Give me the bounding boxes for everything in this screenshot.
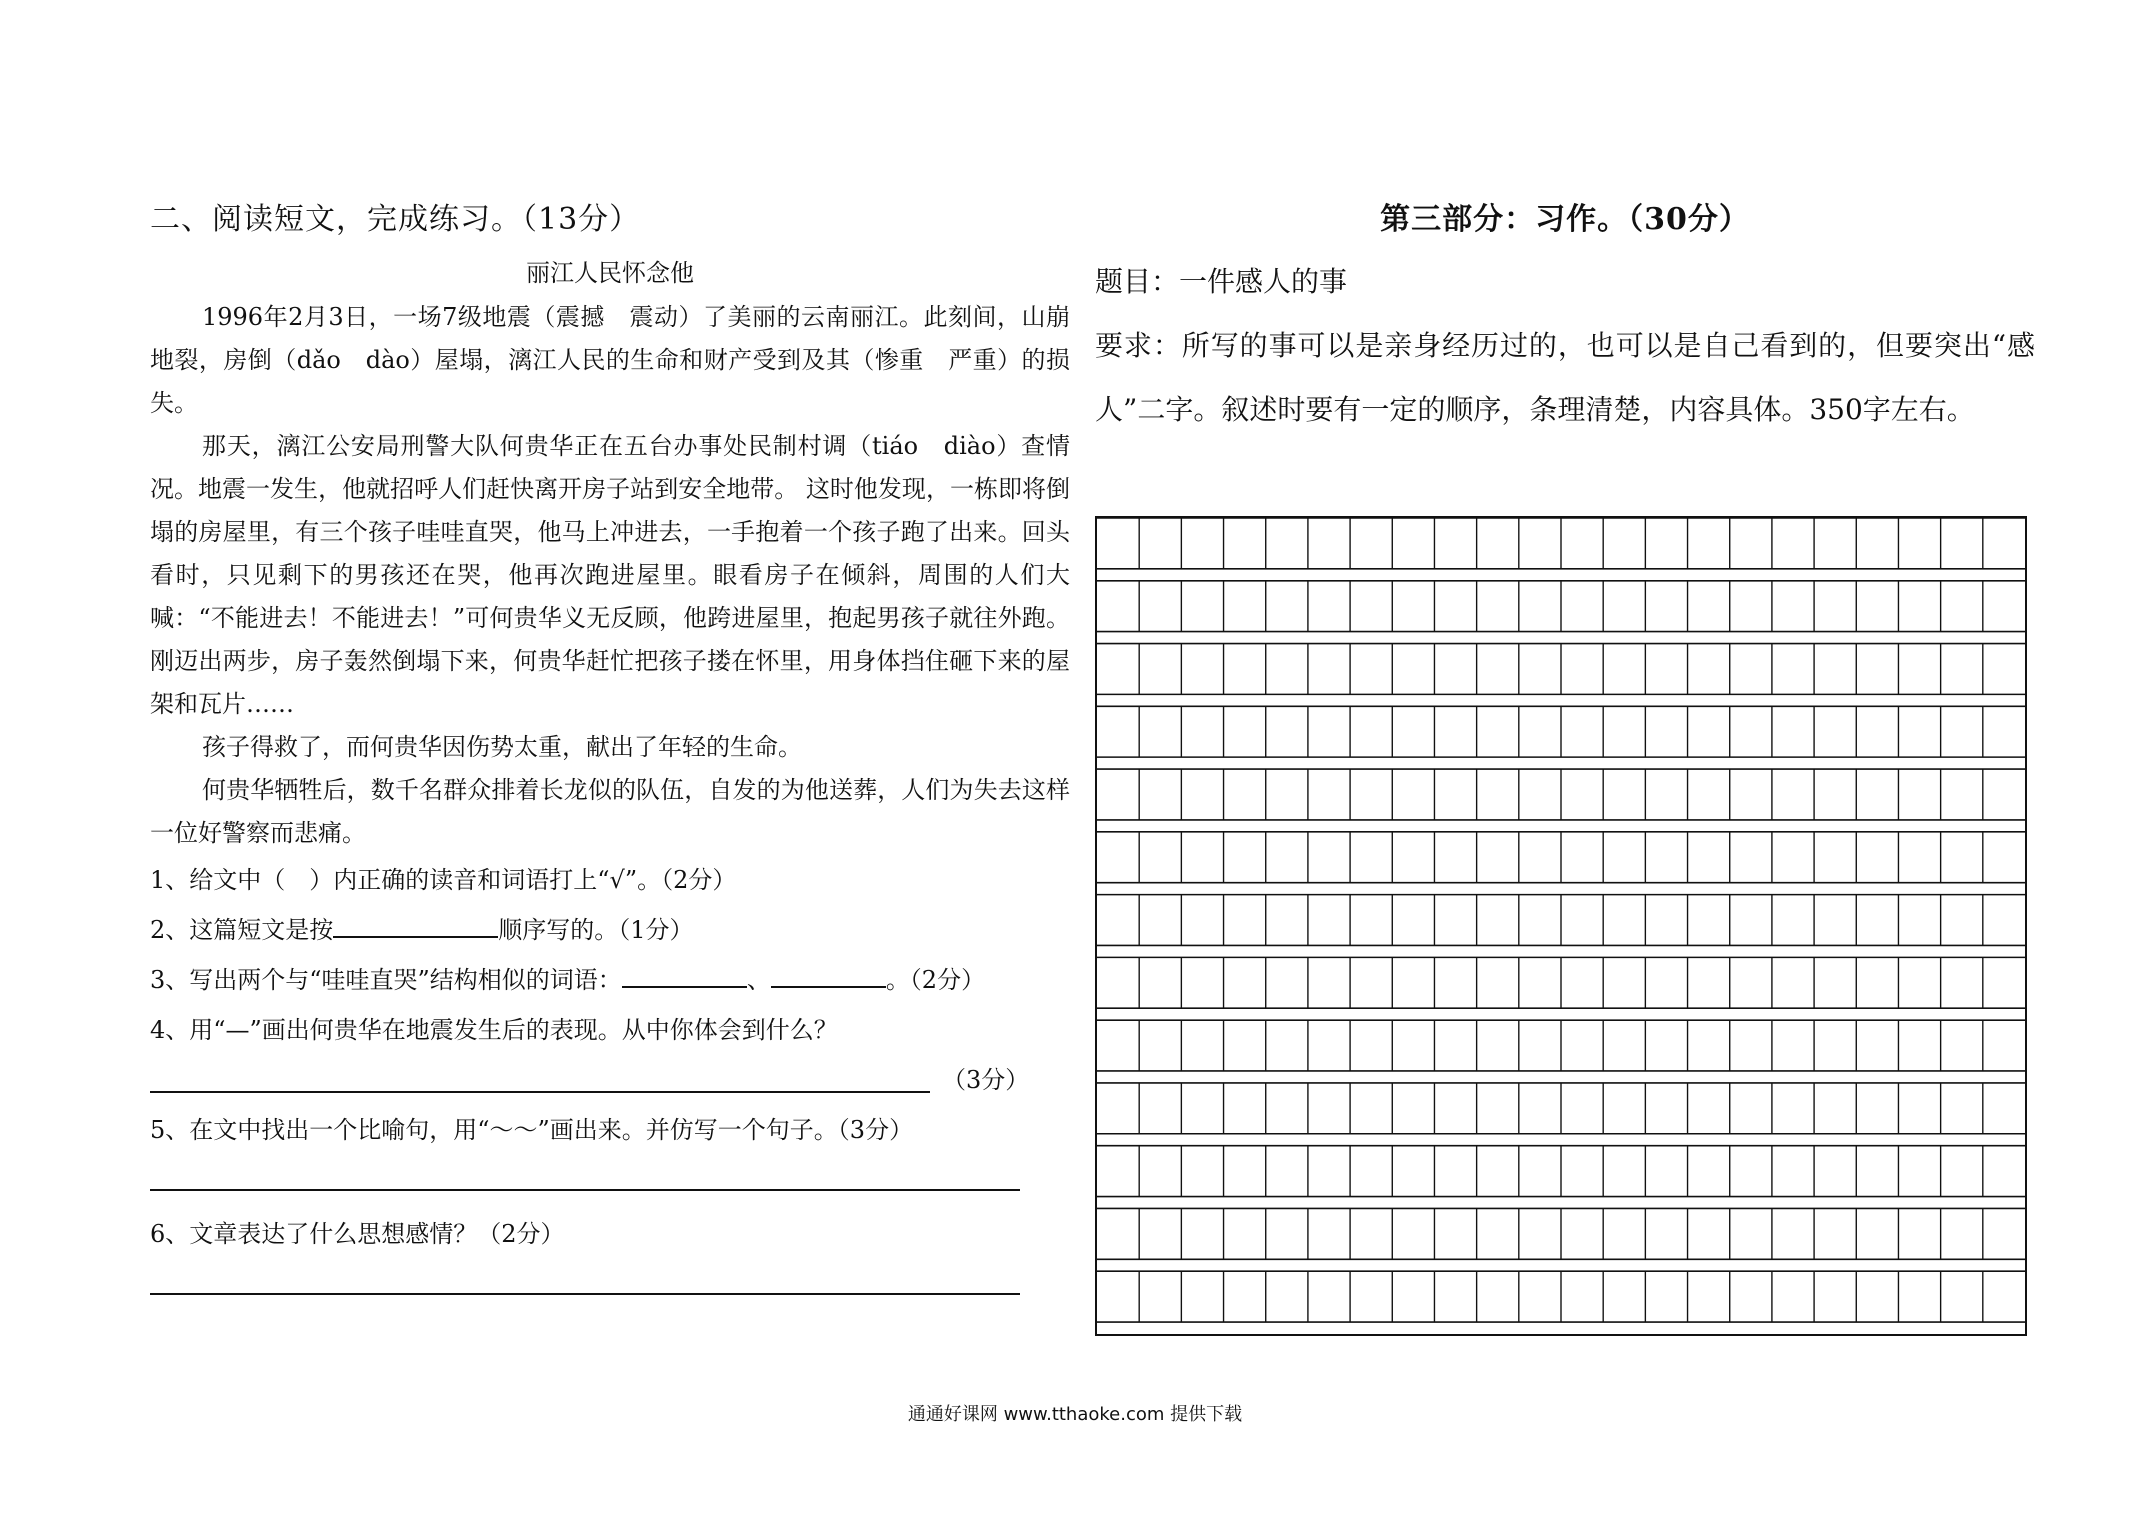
question-3-text-b: 。（2分）: [885, 966, 986, 994]
question-6: 6、文章表达了什么思想感情？（2分）: [150, 1220, 565, 1248]
story-paragraph-3: 孩子得救了，而何贵华因伤势太重，献出了年轻的生命。: [202, 733, 802, 761]
question-4-answer-row: [150, 1055, 1070, 1105]
story-paragraph-4: 何贵华牺牲后，数千名群众排着长龙似的队伍，自发的为他送葬，人们为失去这样一位好警察而悲痛。: [150, 776, 1070, 847]
story-paragraph-2: 那天，漓江公安局刑警大队何贵华正在五台办事处民制村调（tiáo diào）查情况。地震一发生，他就招呼人们赶快离开房子站到安全地带。 这时他发现，一栋即将倒塌的房屋里，有三个孩子哇哇直哭，他马上冲进去，一手抱着一个孩子跑了出来。回头看时，只见剩下的男孩还在哭，他再次跑进屋里。眼看房子在倾斜，周围的人们大喊：“不能进去！不能进去！”可何贵华义无反顾，他跨进屋里，抱起男孩子就往外跑。刚迈出两步，房子轰然倒塌下来，何贵华赶忙把孩子搂在怀里，用身体挡住砸下来的屋架和瓦片……: [150, 432, 1070, 718]
question-3-blank-2[interactable]: [771, 960, 886, 988]
writing-topic: 题目：一件感人的事: [1095, 265, 1348, 298]
question-2-text-a: 2、这篇短文是按: [150, 916, 334, 944]
reading-section: [150, 190, 1070, 1299]
question-2: [150, 905, 1070, 955]
writing-section: [1095, 190, 2035, 442]
question-1: 1、给文中（ ）内正确的读音和词语打上“√”。（2分）: [150, 866, 737, 894]
question-3-text-a: 3、写出两个与“哇哇直哭”结构相似的词语：: [150, 966, 622, 994]
reading-heading: 二、阅读短文，完成练习。（13分）: [150, 202, 641, 237]
composition-grid[interactable]: [1095, 516, 2027, 1336]
question-2-blank[interactable]: [333, 910, 498, 938]
question-4-score: （3分）: [942, 1066, 1030, 1094]
question-5-answer-line[interactable]: [150, 1187, 1020, 1191]
question-4: 4、用“—”画出何贵华在地震发生后的表现。从中你体会到什么？: [150, 1016, 838, 1044]
question-6-answer-line[interactable]: [150, 1291, 1020, 1295]
story-paragraph-1: 1996年2月3日，一场7级地震（震撼 震动）了美丽的云南丽江。此刻间，山崩地裂，房倒（dǎo dào）屋塌，漓江人民的生命和财产受到及其（惨重 严重）的损失。: [150, 303, 1070, 417]
question-2-text-b: 顺序写的。（1分）: [498, 916, 694, 944]
footer-credit: 通通好课网 www.tthaoke.com 提供下载: [907, 1404, 1243, 1425]
writing-heading: 第三部分：习作。（30分）: [1380, 202, 1750, 237]
writing-requirement: 要求：所写的事可以是亲身经历过的，也可以是自己看到的，但要突出“感人”二字。叙述时要有一定的顺序，条理清楚，内容具体。350字左右。: [1095, 329, 2035, 426]
question-3-blank-1[interactable]: [622, 960, 747, 988]
question-5: 5、在文中找出一个比喻句，用“～～”画出来。并仿写一个句子。（3分）: [150, 1116, 914, 1144]
question-3: [150, 955, 1070, 1005]
question-4-answer-line[interactable]: [150, 1089, 930, 1093]
story-title: 丽江人民怀念他: [526, 259, 694, 287]
question-3-separator: 、: [746, 966, 771, 994]
question-6-answer-row: [150, 1259, 1070, 1299]
question-5-answer-row: [150, 1155, 1070, 1195]
